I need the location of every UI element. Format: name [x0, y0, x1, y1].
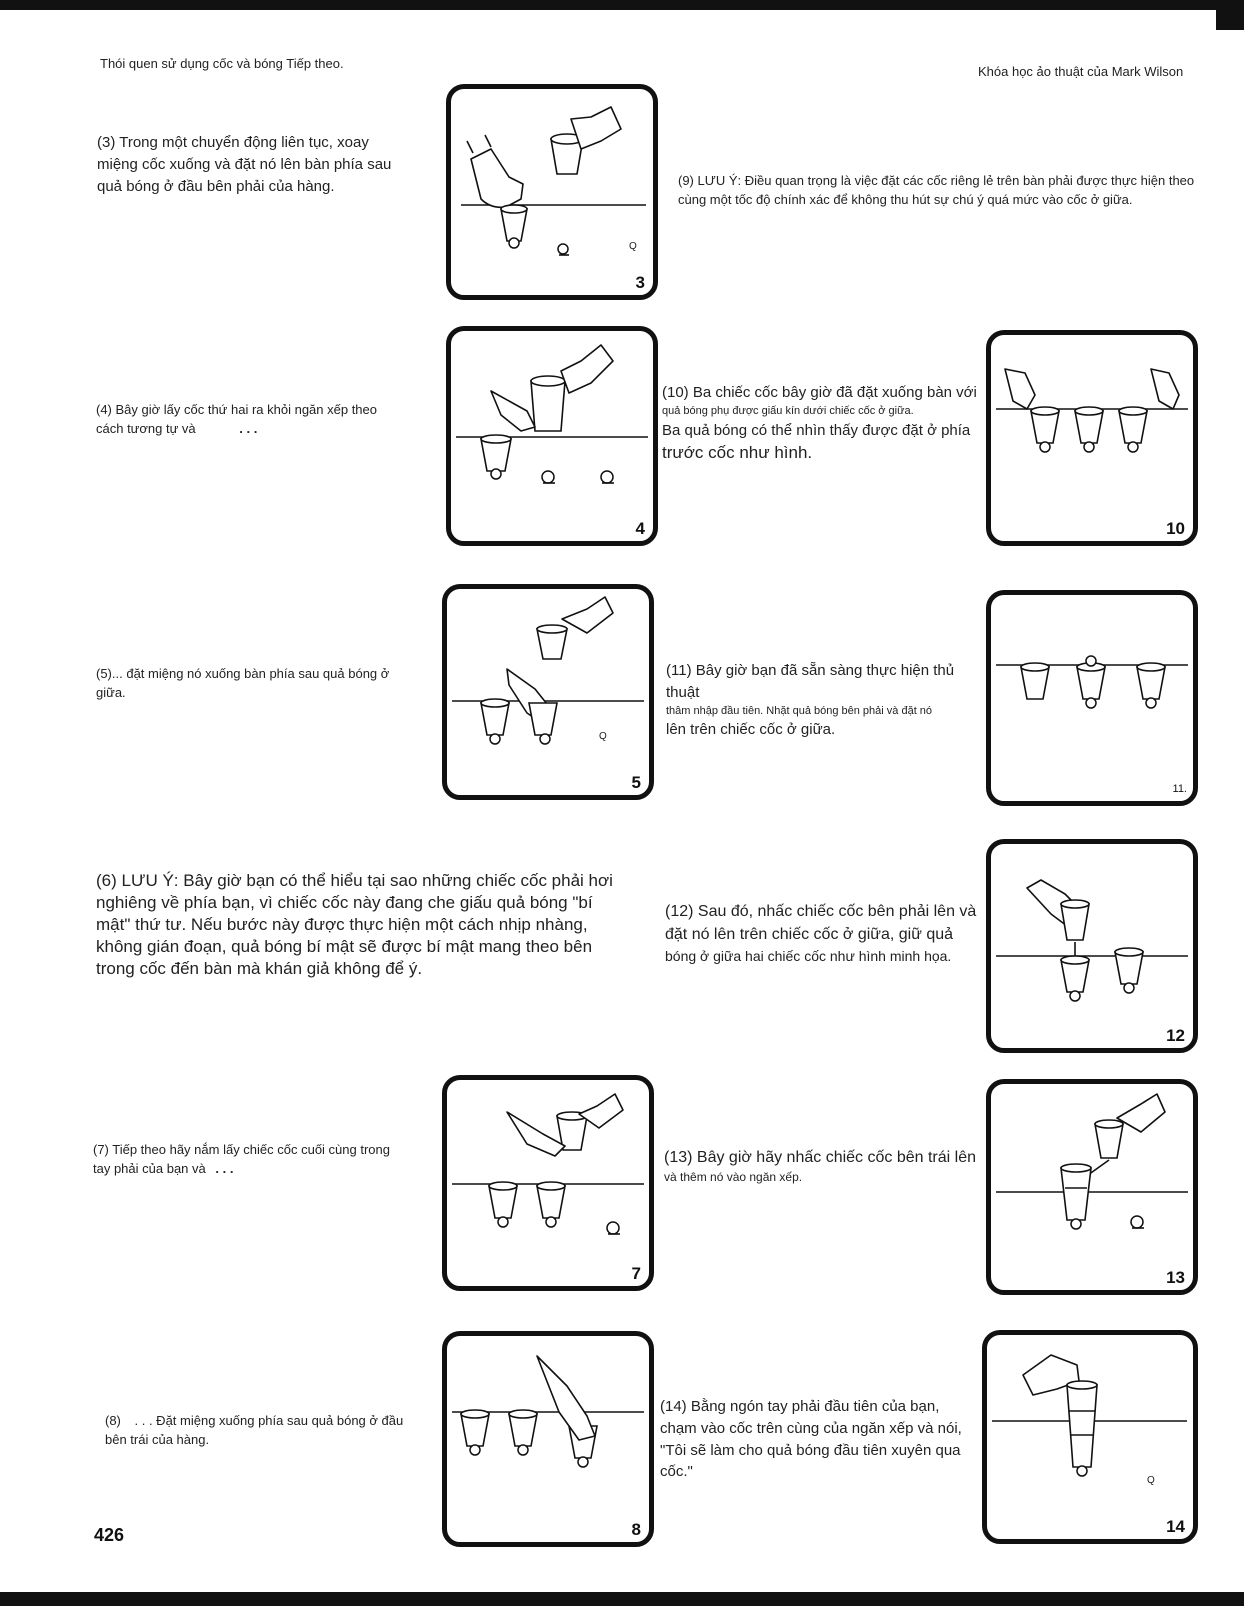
- step-8-number: (8): [105, 1413, 121, 1428]
- step-11-line-a: (11) Bây giờ bạn đã sẵn sàng thực hiện thủ thuật: [666, 662, 955, 701]
- figure-10-number: 10: [1166, 519, 1185, 538]
- top-border-bar: [0, 0, 1244, 10]
- figure-12-number: 12: [1166, 1026, 1185, 1045]
- step-6-body: (6) LƯU Ý: Bây giờ bạn có thể hiểu tại sao những chiếc cốc phải hơi nghiêng về phía bạn, vì chiếc cốc này đang che giấu quả bóng "bí mật" thứ tư. Nếu bước này được thực hiện một cách nhịp nhàng, không gián đoạn, quả bóng bí mật sẽ được bí mật mang theo bên trong cốc đến bàn mà khán giả không để ý.: [96, 871, 613, 979]
- figure-4: [446, 326, 658, 546]
- figure-13-illustration: [991, 1084, 1193, 1290]
- figure-7-illustration: [447, 1080, 649, 1286]
- header-right: Khóa học ảo thuật của Mark Wilson: [978, 64, 1184, 79]
- step-4-ellipsis: . . .: [239, 420, 258, 436]
- step-5-text: (5)... đặt miệng nó xuống bàn phía sau quả bóng ở giữa.: [96, 666, 390, 700]
- figure-8-illustration: [447, 1336, 649, 1542]
- step-12-text: [665, 900, 985, 967]
- figure-13-number: 13: [1166, 1268, 1185, 1287]
- step-12-line-b: bóng ở giữa hai chiếc cốc như hình minh họa.: [665, 948, 952, 965]
- figure-5-mark: Q: [599, 731, 607, 742]
- figure-3: [446, 84, 658, 300]
- figure-7-number: 7: [631, 1264, 641, 1283]
- step-13-text: [664, 1146, 984, 1187]
- figure-11: [986, 590, 1198, 806]
- step-11-line-b: thâm nhập đầu tiên. Nhặt quả bóng bên phải và đặt nó: [666, 704, 933, 717]
- step-11-line-c: lên trên chiếc cốc ở giữa.: [666, 721, 836, 739]
- step-7-text: [93, 1141, 403, 1179]
- header-left: Thói quen sử dụng cốc và bóng Tiếp theo.: [100, 56, 344, 71]
- step-10-line-d: trước cốc như hình.: [662, 443, 813, 463]
- figure-5-number: 5: [631, 773, 641, 792]
- step-6-text: [96, 870, 621, 980]
- corner-mark: [1216, 0, 1244, 30]
- step-14-text: (14) Bằng ngón tay phải đầu tiên của bạn, chạm vào cốc trên cùng của ngăn xếp và nói, "Tôi sẽ làm cho quả bóng đầu tiên xuyên qua cốc.": [660, 1398, 962, 1481]
- figure-5-illustration: [447, 589, 649, 795]
- bottom-border-bar: [0, 1592, 1244, 1606]
- figure-3-number: 3: [635, 273, 645, 292]
- step-11-text: [666, 660, 981, 741]
- step-7-ellipsis: . . .: [215, 1160, 234, 1176]
- figure-14-number: 14: [1166, 1517, 1185, 1536]
- figure-8-number: 8: [631, 1520, 641, 1539]
- figure-10-illustration: [991, 335, 1193, 541]
- figure-12: [986, 839, 1198, 1053]
- step-8-body: . . . Đặt miệng xuống phía sau quả bóng ở đầu bên trái của hàng.: [105, 1413, 404, 1447]
- figure-4-illustration: [451, 331, 653, 541]
- step-8-text: [105, 1412, 405, 1450]
- step-10-line-c: Ba quả bóng có thể nhìn thấy được đặt ở phía: [662, 421, 971, 439]
- figure-5: [442, 584, 654, 800]
- figure-14-illustration: [987, 1335, 1193, 1539]
- figure-7: [442, 1075, 654, 1291]
- figure-11-illustration: [991, 595, 1193, 801]
- step-3-text: (3) Trong một chuyển động liên tục, xoay miệng cốc xuống và đặt nó lên bàn phía sau quả bóng ở đầu bên phải của hàng.: [97, 134, 392, 195]
- figure-14: [982, 1330, 1198, 1544]
- step-10-line-a: (10) Ba chiếc cốc bây giờ đã đặt xuống bàn với: [662, 384, 977, 401]
- figure-13: [986, 1079, 1198, 1295]
- step-9-text: (9) LƯU Ý: Điều quan trọng là việc đặt các cốc riêng lẻ trên bàn phải được thực hiện theo cùng một tốc độ chính xác để không thu hút sự chú ý quá mức vào cốc ở giữa.: [678, 173, 1195, 207]
- step-10-text: [662, 382, 977, 466]
- step-4-body: (4) Bây giờ lấy cốc thứ hai ra khỏi ngăn xếp theo cách tương tự và: [96, 402, 377, 436]
- figure-12-illustration: [991, 844, 1193, 1048]
- step-7-body: (7) Tiếp theo hãy nắm lấy chiếc cốc cuối cùng trong tay phải của bạn và: [93, 1142, 390, 1176]
- figure-11-number: 11.: [1172, 783, 1187, 795]
- step-10-line-b: quả bóng phụ được giấu kín dưới chiếc cốc ở giữa.: [662, 404, 914, 417]
- step-13-line-b: và thêm nó vào ngăn xếp.: [664, 1170, 803, 1185]
- figure-8: [442, 1331, 654, 1547]
- figure-10: [986, 330, 1198, 546]
- step-4-text: [96, 401, 406, 439]
- step-13-line-a: (13) Bây giờ hãy nhấc chiếc cốc bên trái lên: [664, 1149, 976, 1166]
- page-number: 426: [94, 1525, 125, 1545]
- figure-14-mark: Q: [1147, 1475, 1155, 1486]
- step-12-line-a: (12) Sau đó, nhấc chiếc cốc bên phải lên và đặt nó lên trên chiếc cốc ở giữa, giữ quả: [665, 903, 977, 944]
- figure-3-mark: Q: [629, 241, 637, 252]
- figure-4-number: 4: [635, 519, 645, 538]
- figure-3-illustration: [451, 89, 653, 295]
